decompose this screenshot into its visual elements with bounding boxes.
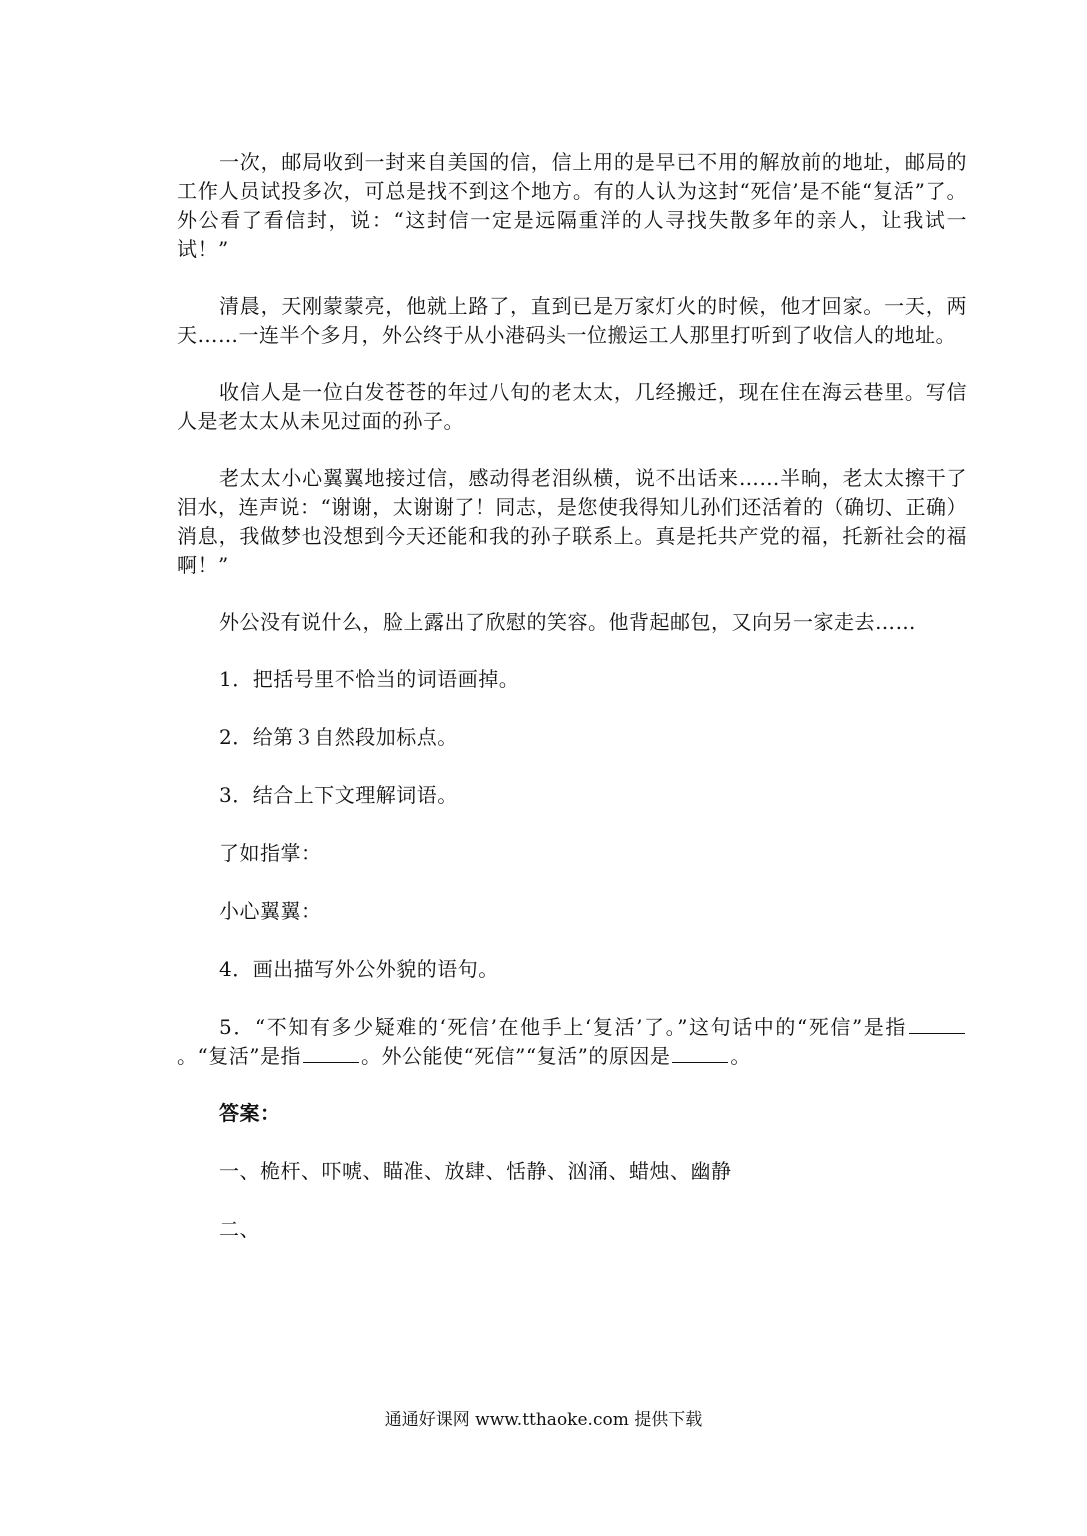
answer-line-1: 一、桅杆、吓唬、瞄准、放肆、恬静、汹涌、蜡烛、幽静 [219,1159,732,1183]
term-2: 小心翼翼： [219,899,322,923]
term-1: 了如指掌： [219,841,322,865]
question-4: 4．画出描写外公外貌的语句。 [219,957,499,981]
question-5-part-4: 。 [730,1044,751,1068]
answer-blank-1[interactable] [909,1013,965,1034]
document-body [177,148,967,1273]
question-5-part-1: 5．“不知有多少疑难的‘死信’在他手上‘复活’了。”这句话中的“死信”是指 [219,1015,907,1039]
paragraph-2: 清晨，天刚蒙蒙亮，他就上路了，直到已是万家灯火的时候，他才回家。一天，两天……一连半个多月，外公终于从小港码头一位搬运工人那里打听到了收信人的地址。 [177,294,967,347]
paragraph-1: 一次，邮局收到一封来自美国的信，信上用的是早已不用的解放前的地址，邮局的工作人员试投多次，可总是找不到这个地方。有的人认为这封“死信’是不能“复活”了。外公看了看信封，说：“这封信一定是远隔重洋的人寻找失散多年的亲人，让我试一试！” [177,150,967,261]
paragraph-5: 外公没有说什么，脸上露出了欣慰的笑容。他背起邮包，又向另一家走去…… [219,610,916,634]
question-1: 1．把括号里不恰当的词语画掉。 [219,667,520,691]
answers-heading: 答案： [219,1101,281,1125]
question-2: 2．给第３自然段加标点。 [219,725,458,749]
page-footer: 通通好课网 www.tthaoke.com 提供下载 [384,1410,703,1430]
answer-blank-2[interactable] [303,1042,359,1063]
answer-blank-3[interactable] [672,1042,728,1063]
question-5 [177,1013,967,1071]
question-3: 3．结合上下文理解词语。 [219,783,458,807]
paragraph-3: 收信人是一位白发苍苍的年过八旬的老太太，几经搬迁，现在住在海云巷里。写信人是老太太从未见过面的孙子。 [177,380,967,433]
answer-line-2: 二、 [219,1217,260,1241]
question-5-part-3: 。外公能使“死信”“复活”的原因是 [360,1044,671,1068]
paragraph-4: 老太太小心翼翼地接过信，感动得老泪纵横，说不出话来……半晌，老太太擦干了泪水，连声说：“谢谢，太谢谢了！同志，是您使我得知儿孙们还活着的（确切、正确）消息，我做梦也没想到今天还能和我的孙子联系上。真是托共产党的福，托新社会的福啊！” [177,466,967,577]
question-5-part-2: 。“复活”是指 [177,1044,301,1068]
